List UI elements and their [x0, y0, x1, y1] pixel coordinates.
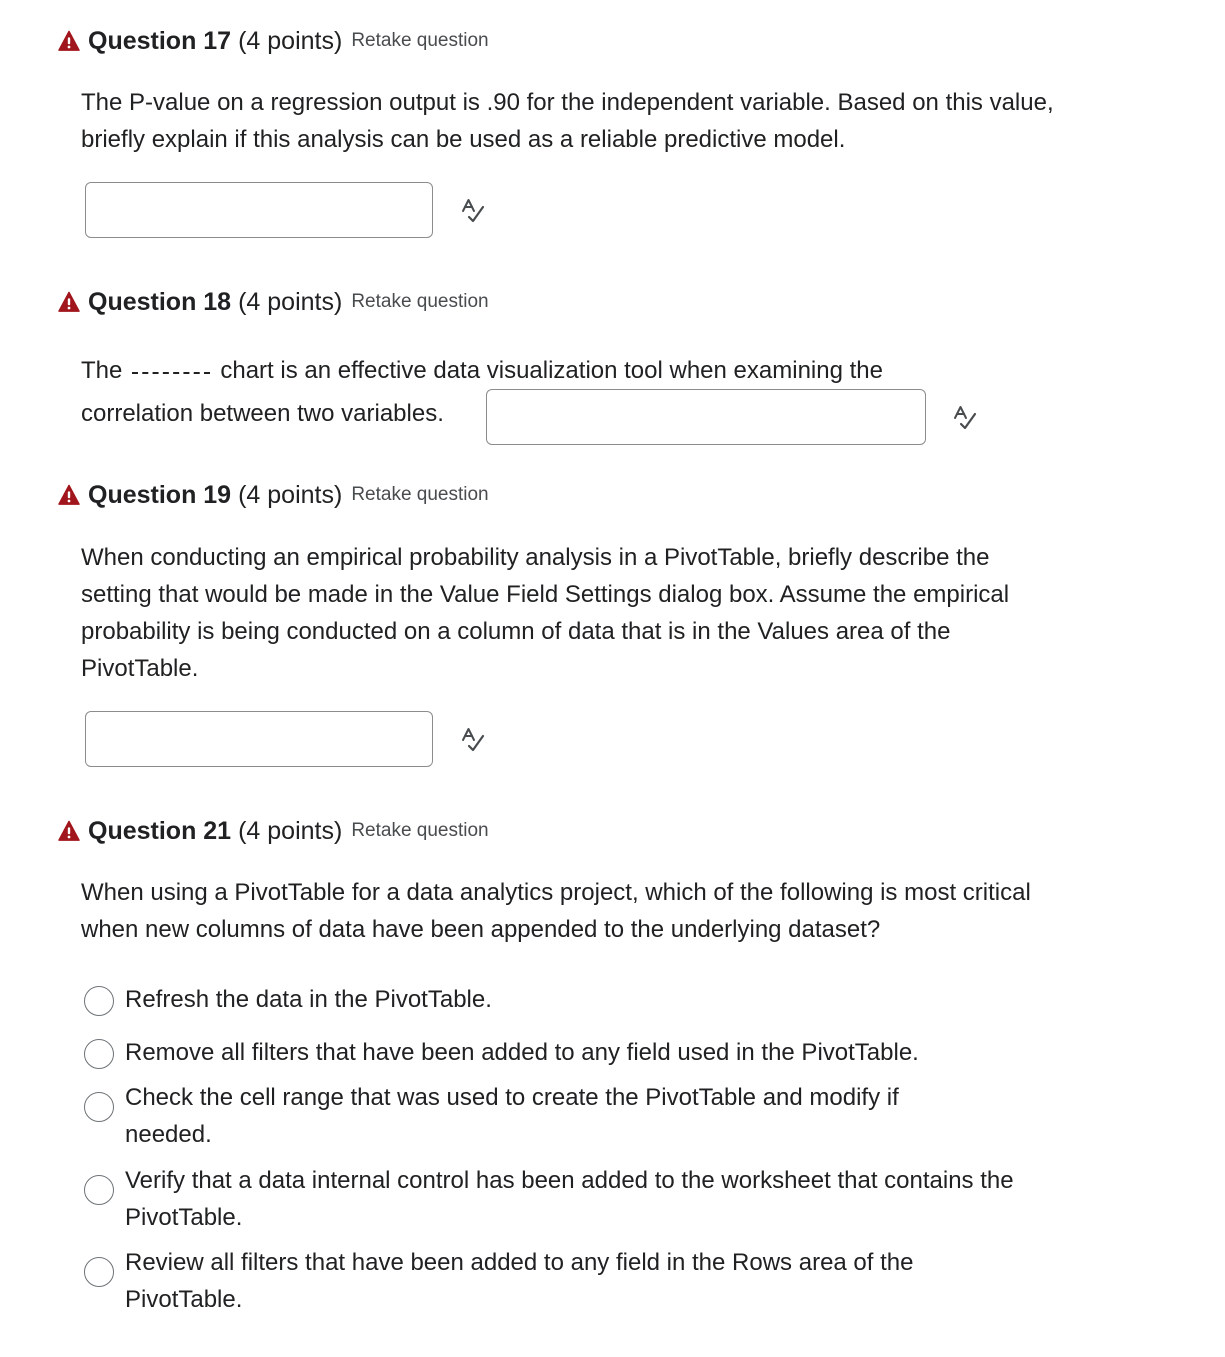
question-21-retake-link[interactable]: Retake question [351, 820, 489, 841]
option-radio[interactable] [84, 1257, 114, 1287]
spellcheck-icon[interactable] [951, 405, 977, 431]
question-19-points: (4 points) [238, 480, 343, 509]
spellcheck-icon[interactable] [459, 727, 485, 753]
answer-option[interactable] [84, 1034, 1055, 1071]
option-radio[interactable] [84, 1092, 114, 1122]
option-radio[interactable] [84, 986, 114, 1016]
question-18-points: (4 points) [238, 287, 343, 316]
question-21-prompt: When using a PivotTable for a data analytics project, which of the following is most critical when new columns of data have been appended to the underlying dataset? [81, 879, 1031, 943]
question-17-title: Question 17 [88, 26, 232, 55]
question-18-prompt-after: chart is an effective data visualization tool when examining the [220, 357, 883, 384]
question-18-retake-link[interactable]: Retake question [351, 291, 489, 312]
question-17-retake-link[interactable]: Retake question [351, 30, 489, 51]
question-18-prompt-line-1 [81, 352, 1071, 389]
question-21-header [58, 814, 489, 848]
answer-option[interactable] [84, 1079, 975, 1153]
question-17-answer-input[interactable] [85, 182, 433, 238]
question-17-header [58, 24, 489, 58]
option-label: Refresh the data in the PivotTable. [125, 986, 492, 1013]
warning-triangle-icon [58, 820, 80, 842]
question-21-title: Question 21 [88, 816, 232, 845]
fill-in-blank-line [132, 372, 210, 374]
question-19-answer-input[interactable] [85, 711, 433, 767]
option-radio[interactable] [84, 1175, 114, 1205]
spellcheck-icon[interactable] [459, 198, 485, 224]
question-18-header [58, 285, 489, 319]
question-21-points: (4 points) [238, 816, 343, 845]
answer-option[interactable] [84, 981, 1055, 1018]
question-19-prompt: When conducting an empirical probability analysis in a PivotTable, briefly describe the setting that would be made in the Value Field Settings dialog box. Assume the empirical probability is being conducted on a column of data that is in the Values area of the PivotTable. [81, 544, 1010, 682]
question-17-prompt: The P-value on a regression output is .90 for the independent variable. Based on this value, briefly explain if this analysis can be used as a reliable predictive model. [81, 89, 1054, 153]
question-17-points: (4 points) [238, 26, 343, 55]
question-18-prompt-before: The [81, 357, 123, 384]
warning-triangle-icon [58, 484, 80, 506]
question-18-prompt-line-2: correlation between two variables. [81, 400, 444, 427]
warning-triangle-icon [58, 30, 80, 52]
answer-option[interactable] [84, 1162, 1055, 1236]
question-19-header [58, 478, 489, 512]
answer-option[interactable] [84, 1244, 995, 1318]
option-label: Remove all filters that have been added to any field used in the PivotTable. [125, 1039, 919, 1066]
option-label: Verify that a data internal control has been added to the worksheet that contains the PivotTable. [125, 1167, 1014, 1231]
question-18-title: Question 18 [88, 287, 232, 316]
question-19-retake-link[interactable]: Retake question [351, 484, 489, 505]
question-18-answer-input[interactable] [486, 389, 926, 445]
option-label: Check the cell range that was used to create the PivotTable and modify if needed. [125, 1084, 899, 1148]
option-radio[interactable] [84, 1039, 114, 1069]
question-19-title: Question 19 [88, 480, 232, 509]
option-label: Review all filters that have been added to any field in the Rows area of the PivotTable. [125, 1249, 914, 1313]
warning-triangle-icon [58, 291, 80, 313]
